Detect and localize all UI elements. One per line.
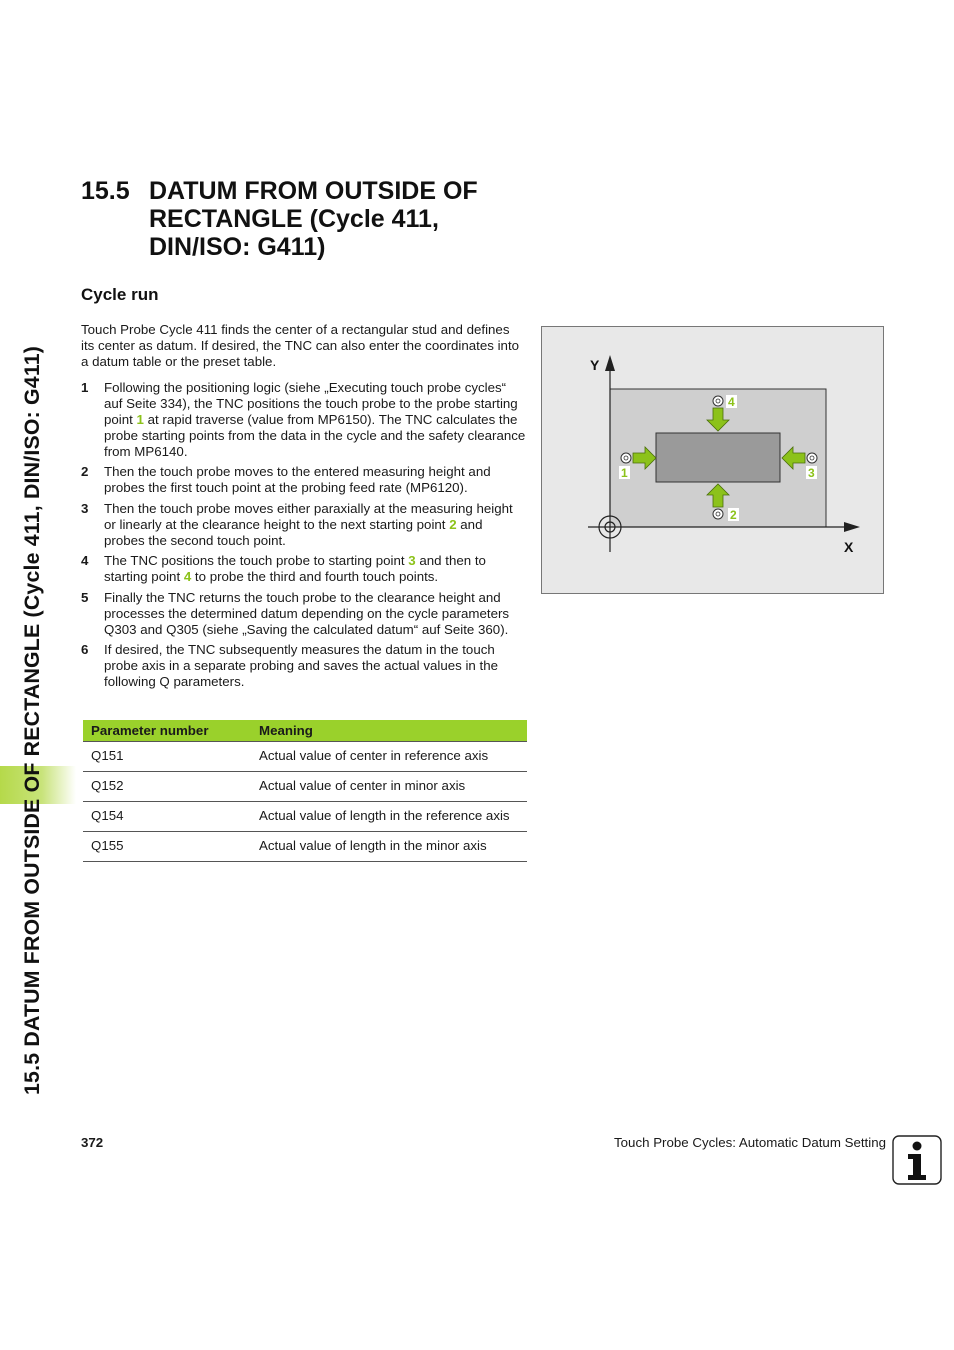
table-cell: Q154	[83, 802, 251, 832]
table-cell: Actual value of center in minor axis	[251, 772, 527, 802]
step-number: 4	[81, 553, 89, 569]
intro-paragraph: Touch Probe Cycle 411 finds the center of a rectangular stud and defines its center as datum. If desired, the TNC can also enter the coordinates into a datum table or the preset table.	[81, 322, 520, 370]
section-heading: Cycle run	[81, 285, 159, 304]
step-text: Then the touch probe moves either paraxially at the measuring height or linearly at the clearance height to the next starting point	[104, 500, 513, 532]
point-label-4: 4	[728, 395, 735, 409]
list-item	[81, 553, 526, 585]
step-text: If desired, the TNC subsequently measures the datum in the touch probe axis in a separate probing and saves the actual values in the following Q parameters.	[104, 641, 498, 689]
list-item	[81, 642, 526, 690]
parameter-table	[83, 720, 527, 862]
table-cell: Actual value of center in reference axis	[251, 742, 527, 772]
y-axis-arrow-icon	[605, 355, 615, 371]
table-cell: Q152	[83, 772, 251, 802]
page-number: 372	[81, 1135, 104, 1150]
rectangular-stud	[656, 433, 780, 482]
x-axis-arrow-icon	[844, 522, 860, 532]
list-item	[81, 380, 526, 460]
steps-list	[81, 380, 526, 694]
table-header-row	[83, 720, 527, 742]
step-number: 3	[81, 500, 89, 516]
x-axis-label: X	[844, 539, 854, 555]
probing-diagram	[541, 326, 884, 594]
column-header: Parameter number	[83, 720, 251, 742]
column-header: Meaning	[251, 720, 527, 742]
step-number: 5	[81, 589, 89, 605]
table-row	[83, 772, 527, 802]
chapter-number: 15.5	[81, 177, 130, 205]
table-cell: Q155	[83, 832, 251, 862]
step-number: 2	[81, 464, 89, 480]
step-text: The TNC positions the touch probe to starting point	[104, 553, 409, 569]
probe-point-icon	[807, 453, 817, 463]
list-item	[81, 590, 526, 638]
step-text: and then to starting point	[104, 553, 486, 585]
table-row	[83, 742, 527, 772]
step-text: Finally the TNC returns the touch probe to the clearance height and processes the determined datum depending on the cycle parameters Q303 and Q305 (siehe „Saving the calculated datum“ auf Seite 360).	[104, 589, 510, 637]
chapter-title: DATUM FROM OUTSIDE OF RECTANGLE (Cycle 411, DIN/ISO: G411)	[149, 177, 478, 261]
probe-point-icon	[713, 509, 723, 519]
table-row	[83, 802, 527, 832]
table-cell: Q151	[83, 742, 251, 772]
step-text: Following the positioning logic (siehe „Executing touch probe cycles“ auf Seite 334), the TNC positions the touch probe to the probe starting point	[104, 380, 518, 427]
probe-point-icon	[713, 396, 723, 406]
footer-chapter-title: Touch Probe Cycles: Automatic Datum Setting	[614, 1135, 886, 1150]
y-axis-label: Y	[590, 357, 600, 373]
step-number: 1	[81, 380, 89, 395]
side-running-title-text: 15.5 DATUM FROM OUTSIDE OF RECTANGLE (Cycle 411, DIN/ISO: G411)	[20, 345, 44, 1095]
table-cell: Actual value of length in the reference axis	[251, 802, 527, 832]
list-item	[81, 464, 526, 496]
probe-point-icon	[621, 453, 631, 463]
step-text: at rapid traverse (value from MP6150). The TNC calculates the probe starting points from the data in the cycle and the safety clearance from MP6140.	[104, 412, 526, 459]
step-highlight: 3	[408, 553, 416, 569]
probing-diagram-svg	[542, 327, 883, 593]
step-highlight: 1	[136, 412, 144, 427]
step-text: to probe the third and fourth touch points.	[191, 569, 439, 585]
step-text: Then the touch probe moves to the entered measuring height and probes the first touch point at the probing feed rate (MP6120).	[104, 464, 491, 496]
step-highlight: 2	[449, 516, 457, 532]
table-row	[83, 832, 527, 862]
table-cell: Actual value of length in the minor axis	[251, 832, 527, 862]
point-label-1: 1	[621, 466, 628, 480]
point-label-3: 3	[808, 466, 815, 480]
step-highlight: 4	[183, 569, 192, 585]
list-item	[81, 501, 526, 549]
step-text: and probes the second touch point.	[104, 516, 483, 548]
step-number: 6	[81, 641, 89, 657]
info-icon	[892, 1135, 942, 1185]
point-label-2: 2	[730, 508, 737, 522]
